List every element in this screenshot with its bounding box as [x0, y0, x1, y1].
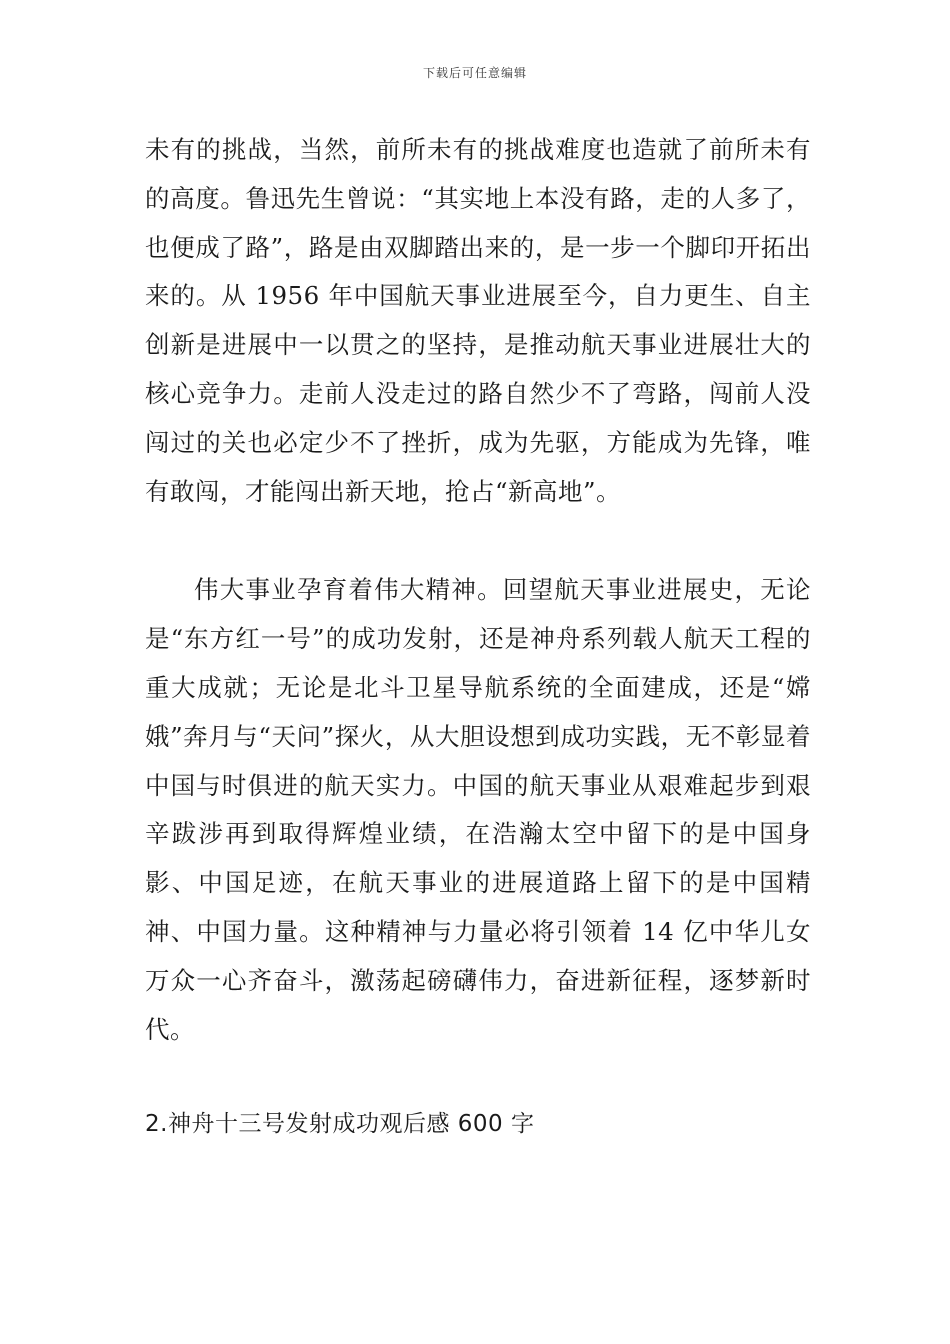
section-heading: 2.神舟十三号发射成功观后感 600 字 [145, 1111, 535, 1138]
paragraph-1: 未有的挑战，当然，前所未有的挑战难度也造就了前所未有的高度。鲁迅先生曾说：“其实地上本没有路，走的人多了，也便成了路”，路是由双脚踏出来的，是一步一个脚印开拓出来的。从 1956 年中国航天事业进展至今，自力更生、自主创新是进展中一以贯之的坚持，是推动航天事业进展壮大的核心竞争力。走前人没走过的路自然少不了弯路，闯前人没闯过的关也必定少不了挫折，成为先驱，方能成为先锋，唯有敢闯，才能闯出新天地，抢占“新高地”。 [145, 135, 811, 506]
paragraph-spacer [145, 516, 811, 566]
paragraph-spacer [145, 1054, 811, 1104]
header-note: 下载后可任意编辑 [422, 66, 527, 80]
document-body [145, 126, 811, 1144]
paragraph-2: 伟大事业孕育着伟大精神。回望航天事业进展史，无论是“东方红一号”的成功发射，还是神舟系列载人航天工程的重大成就；无论是北斗卫星导航系统的全面建成，还是“嫦娥”奔月与“天问”探火，从大胆设想到成功实践，无不彰显着中国与时俱进的航天实力。中国的航天事业从艰难起步到艰辛跋涉再到取得辉煌业绩，在浩瀚太空中留下的是中国身影、中国足迹，在航天事业的进展道路上留下的是中国精神、中国力量。这种精神与力量必将引领着 14 亿中华儿女万众一心齐奋斗，激荡起磅礴伟力，奋进新征程，逐梦新时代。 [145, 575, 811, 1044]
